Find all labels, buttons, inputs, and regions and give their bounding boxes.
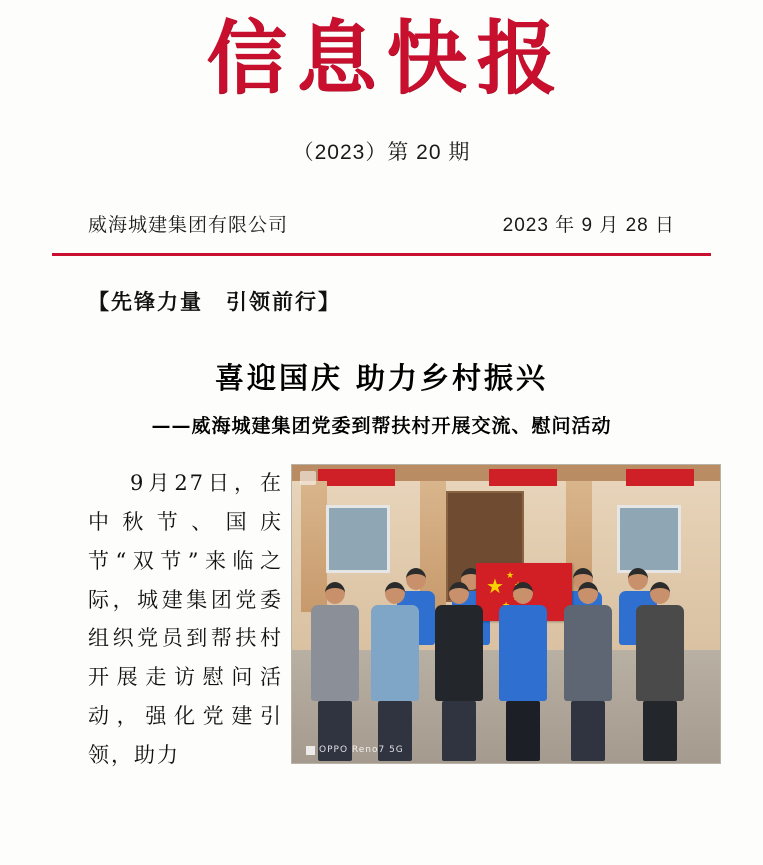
article-paragraph: 9月27日，在中秋节、国庆节“双节”来临之际，城建集团党委组织党员到帮扶村开展走访慰问活动，强化党建引领，助力 (88, 471, 283, 767)
photo-person-front-6 (634, 582, 686, 761)
photo-window-right (617, 505, 681, 573)
issue-number: （2023）第 20 期 (292, 141, 471, 164)
camera-icon (306, 746, 315, 755)
photo-watermark-text: OPPO Reno7 5G (319, 745, 404, 755)
publication-date: 2023 年 9 月 28 日 (502, 215, 675, 236)
article-body-area (0, 464, 763, 775)
photo-person-front-5 (562, 582, 614, 761)
article-headline: 喜迎国庆 助力乡村振兴 (214, 361, 549, 395)
masthead (0, 0, 763, 166)
photo-corner-marker (300, 471, 316, 485)
photo-banner-right (626, 469, 694, 486)
section-tag: 【先锋力量 引领前行】 (88, 289, 341, 314)
article-subheadline: ——威海城建集团党委到帮扶村开展交流、慰问活动 (151, 415, 612, 437)
party-flag-icon: ★ ★ (476, 563, 572, 621)
publisher-row (0, 210, 763, 237)
photo-person-front-1 (309, 582, 361, 761)
article-body-column (88, 464, 283, 775)
photo-person-front-4 (497, 582, 549, 761)
page-title: 信息快报 (206, 11, 567, 105)
photo-person-front-2 (369, 582, 421, 761)
header-divider (52, 253, 711, 256)
photo-window-left (326, 505, 390, 573)
photo-person-front-3 (433, 582, 485, 761)
publisher-name: 威海城建集团有限公司 (88, 215, 289, 236)
photo-banner-center (489, 469, 557, 486)
group-photo (291, 464, 721, 764)
photo-watermark (306, 745, 404, 755)
photo-banner-left (318, 469, 395, 486)
